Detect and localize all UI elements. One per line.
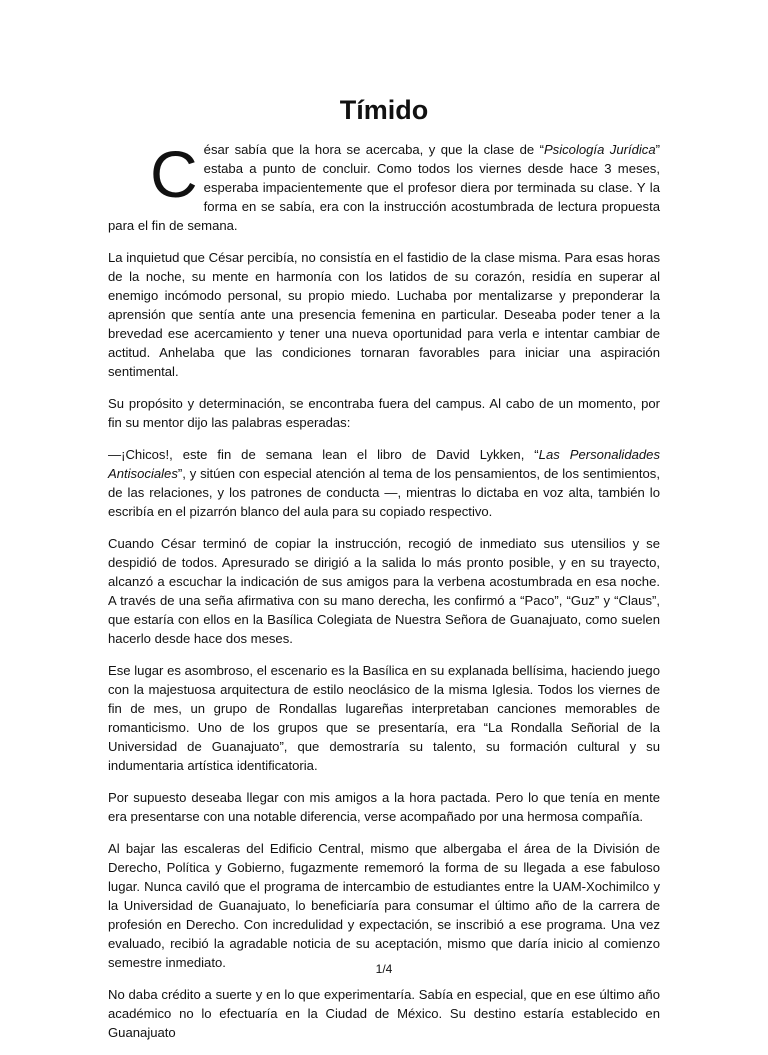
paragraph-1-text-a: ésar sabía que la hora se acercaba, y que la clase de “ xyxy=(203,142,544,157)
paragraph-4 xyxy=(108,445,660,521)
paragraph-7: Por supuesto deseaba llegar con mis amigos a la hora pactada. Pero lo que tenía en mente era presentarse con una notable diferencia, verse acompañado por una hermosa compañía. xyxy=(108,790,660,824)
paragraph-2: La inquietud que César percibía, no consistía en el fastidio de la clase misma. Para esas horas de la noche, su mente en harmonía con los latidos de su corazón, residía en superar al enemigo incómodo personal, su propio miedo. Luchaba por mentalizarse y preponderar la aprensión que sentía ante una presencia femenina en particular. Deseaba poder tener a la brevedad ese acercamiento y tener una nueva oportunidad para verla e intentar cambiar de actitud. Anhelaba que las condiciones tornaran favorables para iniciar una aspiración sentimental. xyxy=(108,250,660,379)
paragraph-4-text-a: —¡Chicos!, este fin de semana lean el libro de David Lykken, “ xyxy=(108,447,539,462)
paragraph-8: Al bajar las escaleras del Edificio Central, mismo que albergaba el área de la División de Derecho, Política y Gobierno, fugazmente rememoró la forma de su llegada a ese fabuloso lugar. Nunca caviló que el programa de intercambio de estudiantes entre la UAM-Xochimilco y la Universidad de Guanajuato, lo beneficiaría para consumar el último año de la carrera de profesión en Derecho. Con incredulidad y expectación, se inscribió a ese programa. Una vez evaluado, recibió la agradable noticia de su aceptación, mismo que daría inicio al comienzo semestre inmediato. xyxy=(108,841,660,970)
paragraph-5: Cuando César terminó de copiar la instrucción, recogió de inmediato sus utensilios y se despidió de todos. Apresurado se dirigió a la salida lo más pronto posible, y en su trayecto, alcanzó a escuchar la indicación de sus amigos para la verbena acostumbrada en esa noche. A través de una seña afirmativa con su mano derecha, les confirmó a “Paco”, “Guz” y “Claus”, que estaría con ellos en la Basílica Colegiata de Nuestra Señora de Guanajuato, como suelen hacerlo desde hace dos meses. xyxy=(108,536,660,646)
paragraph-6: Ese lugar es asombroso, el escenario es la Basílica en su explanada bellísima, haciendo juego con la majestuosa arquitectura de estilo neoclásico de la misma Iglesia. Todos los viernes de fin de mes, un grupo de Rondallas lugareñas interpretaban canciones memorables de romanticismo. Uno de los grupos que se presentaría, era “La Rondalla Señorial de la Universidad de Guanajuato”, que demostraría su talento, su formación cultural y su indumentaria artística identificatoria. xyxy=(108,663,660,773)
document-body xyxy=(108,137,660,1055)
paragraph-1-italic: Psicología Jurídica xyxy=(543,142,656,157)
page-title: Tímido xyxy=(339,95,429,125)
paragraph-3: Su propósito y determinación, se encontraba fuera del campus. Al cabo de un momento, por fin su mentor dijo las palabras esperadas: xyxy=(108,396,660,430)
paragraph-4-italic: Las Personalidades Antisociales xyxy=(108,447,660,481)
paragraph-1-text-c: ” estaba a punto de concluir. Como todos los viernes desde hace 3 meses, esperaba impacientemente que el profesor diera por terminada su clase. Y la forma en se sabía, era con la instrucción acostumbrada de lectura propuesta para el fin de semana. xyxy=(108,142,660,233)
paragraph-9: No daba crédito a suerte y en lo que experimentaría. Sabía en especial, que en ese último año académico no lo efectuaría en la Ciudad de México. Su destino estaría establecido en Guanajuato xyxy=(108,987,660,1040)
page-number: 1/4 xyxy=(375,962,393,976)
paragraph-1 xyxy=(108,137,660,235)
drop-cap: C xyxy=(150,137,198,211)
paragraph-4-text-c: ”, y sitúen con especial atención al tema de los pensamientos, de los sentimientos, de las relaciones, y los patrones de conducta —, mientras lo dictaba en voz alta, también lo escribía en el pizarrón blanco del aula para su copiado respectivo. xyxy=(108,466,660,519)
